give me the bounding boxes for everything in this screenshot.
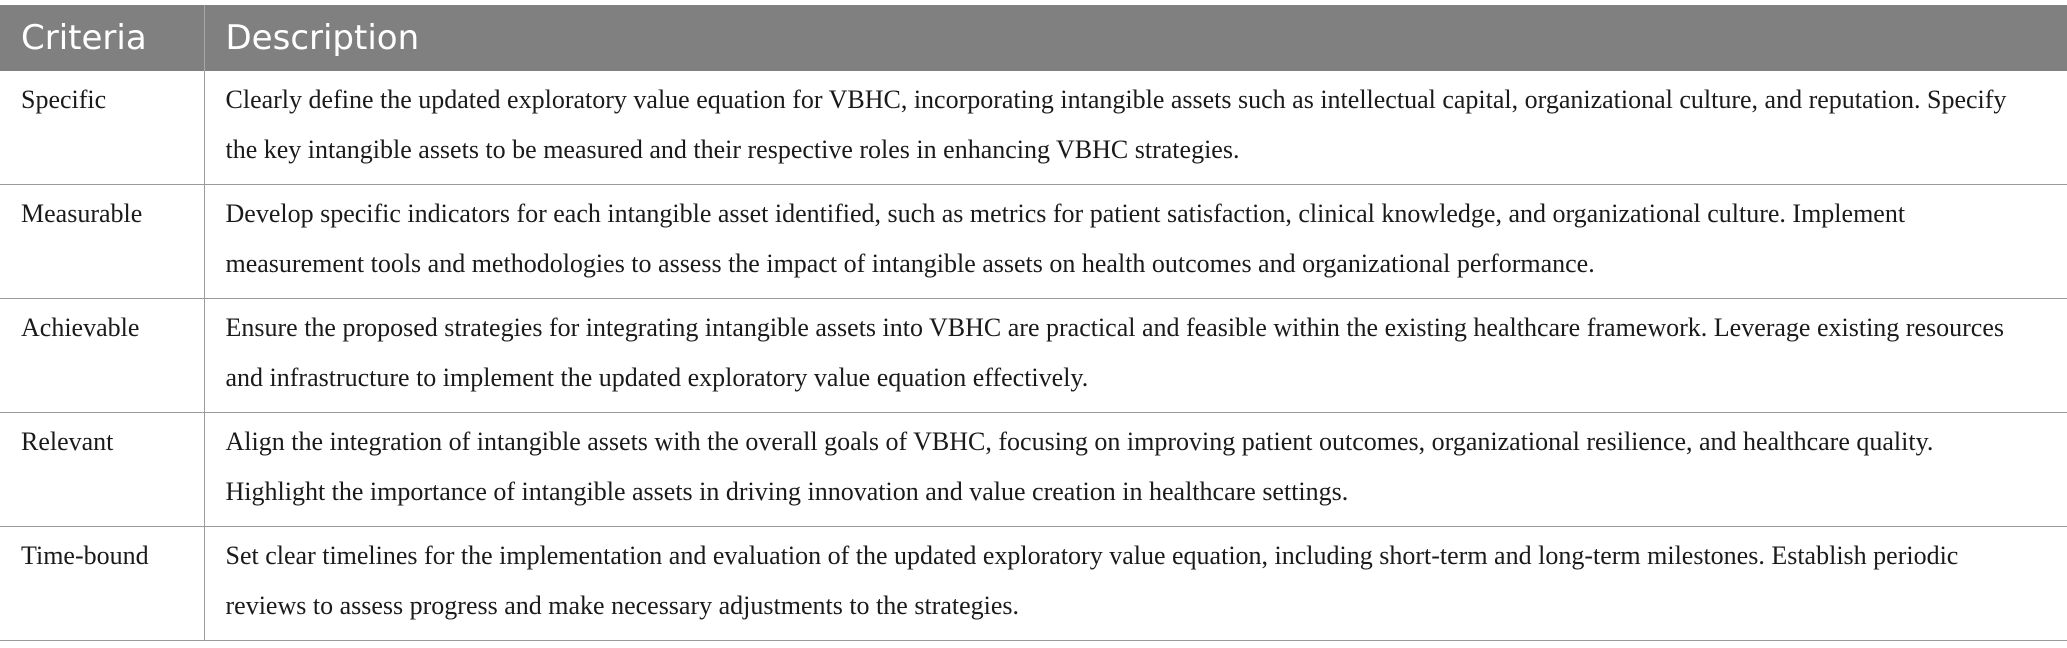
criteria-cell: Specific: [0, 71, 204, 185]
header-row: [0, 5, 2067, 71]
table-body: [0, 71, 2067, 641]
criteria-cell: Time-bound: [0, 527, 204, 641]
smart-criteria-table: [0, 5, 2067, 641]
table-row: [0, 299, 2067, 413]
table-row: [0, 71, 2067, 185]
table-row: [0, 185, 2067, 299]
header-criteria: Criteria: [0, 5, 204, 71]
description-cell: Develop specific indicators for each intangible asset identified, such as metrics for patient satisfaction, clinical knowledge, and organizational culture. Implement measurement tools and methodologies to assess the impact of intangible assets on health outcomes and organizational performance.: [204, 185, 2067, 299]
table-row: [0, 413, 2067, 527]
criteria-cell: Relevant: [0, 413, 204, 527]
criteria-cell: Measurable: [0, 185, 204, 299]
description-cell: Set clear timelines for the implementation and evaluation of the updated exploratory value equation, including short-term and long-term milestones. Establish periodic reviews to assess progress and make necessary adjustments to the strategies.: [204, 527, 2067, 641]
criteria-cell: Achievable: [0, 299, 204, 413]
description-cell: Align the integration of intangible assets with the overall goals of VBHC, focusing on improving patient outcomes, organizational resilience, and healthcare quality. Highlight the importance of intangible assets in driving innovation and value creation in healthcare settings.: [204, 413, 2067, 527]
description-cell: Ensure the proposed strategies for integrating intangible assets into VBHC are practical and feasible within the existing healthcare framework. Leverage existing resources and infrastructure to implement the updated exploratory value equation effectively.: [204, 299, 2067, 413]
table-header: [0, 5, 2067, 71]
smart-criteria-table-container: [0, 5, 2067, 641]
table-row: [0, 527, 2067, 641]
header-description: Description: [204, 5, 2067, 71]
description-cell: Clearly define the updated exploratory value equation for VBHC, incorporating intangible assets such as intellectual capital, organizational culture, and reputation. Specify the key intangible assets to be measured and their respective roles in enhancing VBHC strategies.: [204, 71, 2067, 185]
